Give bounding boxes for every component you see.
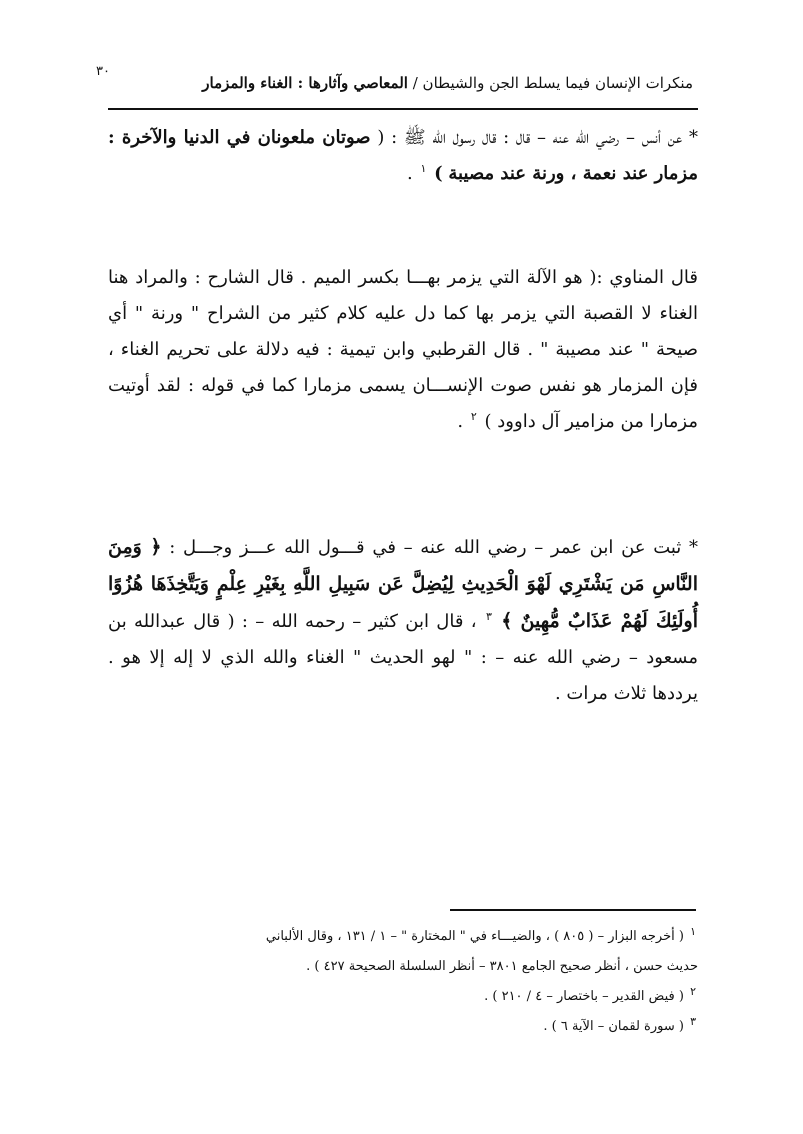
- footnote-2-text: ( فيض القدير – باختصار – ٤ / ٢١٠ ) .: [484, 989, 684, 1004]
- footnote-1: [108, 922, 698, 952]
- footnote-2: [108, 982, 698, 1012]
- header-book-title: منكرات الإنسان فيما يسلط الجن والشيطان /: [412, 74, 693, 92]
- hadith-close: ): [434, 163, 443, 184]
- ibn-umar-paragraph: [108, 529, 698, 712]
- hadith-intro: * عن أنس – رضي الله عنه – قال : قال رسول الله ﷺ : (: [377, 127, 699, 148]
- footnote-ref-3: ٣: [485, 610, 492, 623]
- footnote-ref-1: ١: [420, 162, 427, 175]
- header-chapter-title: المعاصي وآثارها : الغناء والمزمار: [202, 74, 408, 92]
- ibn-umar-intro: * ثبت عن ابن عمر – رضي الله عنه – في قـــول الله عـــز وجـــل :: [169, 537, 698, 558]
- hadith-paragraph: [108, 120, 698, 192]
- page-number: ٣٠: [96, 64, 110, 79]
- footnote-1-text: ( أخرجه البزار – ( ٨٠٥ ) ، والضيـــاء في " المختارة " – ١ / ١٣١ ، وقال الألباني: [265, 929, 684, 944]
- footnote-separator: [450, 909, 696, 911]
- footnote-3-text: ( سورة لقمان – الآية ٦ ) .: [543, 1019, 684, 1034]
- quran-verse: ﴿ وَمِنَ النَّاسِ مَن يَشْتَرِي لَهْوَ الْحَدِيثِ لِيُضِلَّ عَن سَبِيلِ اللَّهِ بِغَيْرِ عِلْمٍ وَيَتَّخِذَهَا هُزُوًا أُولَئِكَ لَهُمْ عَذَابٌ مُّهِينٌ ﴾: [108, 536, 698, 632]
- ibn-kathir-quote: ، قال ابن كثير – رحمه الله – : ( قال عبدالله بن مسعود – رضي الله عنه – : " لهو الحديث " الغناء والله الذي لا إله إلا هو . يرددها ثلاث مرات .: [108, 611, 698, 704]
- header-divider: [108, 108, 698, 110]
- commentary-text: قال المناوي :( هو الآلة التي يزمر بهـــا بكسر الميم . قال الشارح : والمراد هنا الغناء لا القصبة التي يزمر بها كما دل عليه كلام كثير من الشراح " ورنة " أي صيحة " عند مصيبة " . قال القرطبي وابن تيمية : فيه دلالة على تحريم الغناء ، فإن المزمار هو نفس صوت الإنســـان يسمى مزمارا كما في قوله : لقد أوتيت مزمارا من مزامير آل داوود ): [108, 267, 698, 432]
- footnote-3: [108, 1012, 698, 1042]
- footnote-ref-2: ٢: [470, 410, 477, 423]
- footnote-1-continuation: حديث حسن ، أنظر صحيح الجامع ٣٨٠١ – أنظر السلسلة الصحيحة ٤٢٧ ) .: [306, 959, 698, 974]
- commentary-end: .: [457, 411, 464, 432]
- hadith-end: .: [407, 163, 413, 184]
- footnote-number-1: ١: [690, 924, 696, 938]
- footnote-number-2: ٢: [690, 984, 696, 998]
- footnotes: [108, 922, 698, 1042]
- commentary-paragraph: [108, 260, 698, 440]
- footnote-number-3: ٣: [690, 1014, 696, 1028]
- running-header: [109, 74, 693, 92]
- hadith-text: صوتان ملعونان في الدنيا والآخرة : مزمار عند نعمة ، ورنة عند مصيبة: [108, 127, 698, 184]
